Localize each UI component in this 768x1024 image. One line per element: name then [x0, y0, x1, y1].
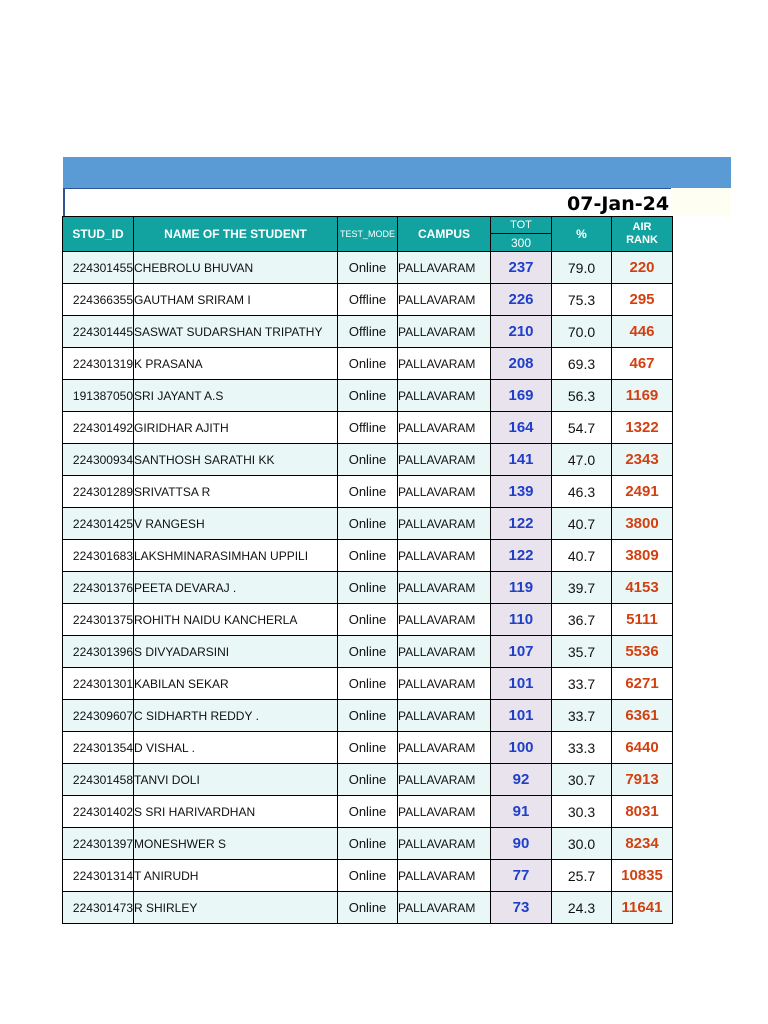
cell-student-name: SRI JAYANT A.S	[134, 380, 338, 412]
cell-air-rank: 295	[612, 284, 673, 316]
cell-test-mode: Online	[338, 444, 398, 476]
table-row	[63, 604, 673, 636]
table-row	[63, 732, 673, 764]
cell-air-rank: 2343	[612, 444, 673, 476]
table-row	[63, 348, 673, 380]
table-row	[63, 636, 673, 668]
cell-air-rank: 1169	[612, 380, 673, 412]
cell-total: 73	[491, 892, 552, 924]
col-header-air-rank	[612, 217, 673, 252]
col-header-tot: TOT	[491, 217, 552, 234]
cell-student-name: S DIVYADARSINI	[134, 636, 338, 668]
cell-stud-id: 224301445	[63, 316, 134, 348]
cell-test-mode: Online	[338, 540, 398, 572]
cell-student-name: D VISHAL .	[134, 732, 338, 764]
cell-air-rank: 8234	[612, 828, 673, 860]
cell-percent: 46.3	[552, 476, 612, 508]
cell-percent: 36.7	[552, 604, 612, 636]
cell-test-mode: Online	[338, 892, 398, 924]
table-row	[63, 476, 673, 508]
cell-test-mode: Online	[338, 828, 398, 860]
cell-campus: PALLAVARAM	[398, 284, 491, 316]
cell-student-name: GIRIDHAR AJITH	[134, 412, 338, 444]
col-header-percent: %	[552, 217, 612, 252]
cell-air-rank: 446	[612, 316, 673, 348]
cell-student-name: GAUTHAM SRIRAM I	[134, 284, 338, 316]
cell-campus: PALLAVARAM	[398, 668, 491, 700]
cell-stud-id: 224301402	[63, 796, 134, 828]
cell-air-rank: 10835	[612, 860, 673, 892]
table-row	[63, 700, 673, 732]
cell-student-name: SASWAT SUDARSHAN TRIPATHY	[134, 316, 338, 348]
cell-air-rank: 8031	[612, 796, 673, 828]
cell-campus: PALLAVARAM	[398, 476, 491, 508]
cell-test-mode: Online	[338, 860, 398, 892]
cell-total: 164	[491, 412, 552, 444]
cell-total: 101	[491, 668, 552, 700]
cell-stud-id: 224301458	[63, 764, 134, 796]
cell-campus: PALLAVARAM	[398, 380, 491, 412]
cell-percent: 30.0	[552, 828, 612, 860]
col-header-test-mode: TEST_MODE	[338, 217, 398, 252]
cell-percent: 39.7	[552, 572, 612, 604]
cell-total: 226	[491, 284, 552, 316]
cell-test-mode: Online	[338, 476, 398, 508]
cell-test-mode: Online	[338, 604, 398, 636]
cell-student-name: C SIDHARTH REDDY .	[134, 700, 338, 732]
table-row	[63, 668, 673, 700]
cell-student-name: R SHIRLEY	[134, 892, 338, 924]
cell-total: 107	[491, 636, 552, 668]
col-header-name: NAME OF THE STUDENT	[134, 217, 338, 252]
cell-stud-id: 224301376	[63, 572, 134, 604]
results-table	[62, 216, 673, 924]
cell-air-rank: 220	[612, 252, 673, 284]
cell-stud-id: 224300934	[63, 444, 134, 476]
cell-percent: 70.0	[552, 316, 612, 348]
table-header	[63, 217, 673, 252]
cell-total: 92	[491, 764, 552, 796]
cell-percent: 33.3	[552, 732, 612, 764]
cell-percent: 33.7	[552, 700, 612, 732]
cell-campus: PALLAVARAM	[398, 636, 491, 668]
cell-stud-id: 224301314	[63, 860, 134, 892]
cell-stud-id: 224301301	[63, 668, 134, 700]
cell-campus: PALLAVARAM	[398, 252, 491, 284]
cell-total: 122	[491, 508, 552, 540]
cell-air-rank: 3809	[612, 540, 673, 572]
cell-campus: PALLAVARAM	[398, 316, 491, 348]
cell-campus: PALLAVARAM	[398, 540, 491, 572]
col-header-air-rank-line1: AIR	[632, 221, 652, 233]
cell-campus: PALLAVARAM	[398, 348, 491, 380]
cell-stud-id: 224301425	[63, 508, 134, 540]
cell-stud-id: 224309607	[63, 700, 134, 732]
cell-total: 119	[491, 572, 552, 604]
cell-campus: PALLAVARAM	[398, 508, 491, 540]
table-row	[63, 508, 673, 540]
cell-air-rank: 467	[612, 348, 673, 380]
cell-stud-id: 224301289	[63, 476, 134, 508]
cell-campus: PALLAVARAM	[398, 572, 491, 604]
cell-campus: PALLAVARAM	[398, 412, 491, 444]
cell-test-mode: Online	[338, 252, 398, 284]
cell-student-name: T ANIRUDH	[134, 860, 338, 892]
cell-percent: 40.7	[552, 540, 612, 572]
table-row	[63, 572, 673, 604]
cell-test-mode: Online	[338, 732, 398, 764]
cell-student-name: MONESHWER S	[134, 828, 338, 860]
cell-total: 139	[491, 476, 552, 508]
cell-test-mode: Online	[338, 796, 398, 828]
table-row	[63, 284, 673, 316]
cell-stud-id: 224301319	[63, 348, 134, 380]
cell-campus: PALLAVARAM	[398, 828, 491, 860]
cell-percent: 24.3	[552, 892, 612, 924]
cell-stud-id: 224366355	[63, 284, 134, 316]
table-row	[63, 380, 673, 412]
cell-campus: PALLAVARAM	[398, 892, 491, 924]
cell-air-rank: 1322	[612, 412, 673, 444]
cell-total: 101	[491, 700, 552, 732]
cell-air-rank: 6440	[612, 732, 673, 764]
cell-campus: PALLAVARAM	[398, 604, 491, 636]
cell-air-rank: 2491	[612, 476, 673, 508]
cell-campus: PALLAVARAM	[398, 732, 491, 764]
date-cell-background	[671, 188, 731, 216]
cell-student-name: SRIVATTSA R	[134, 476, 338, 508]
cell-percent: 47.0	[552, 444, 612, 476]
cell-campus: PALLAVARAM	[398, 444, 491, 476]
cell-stud-id: 224301375	[63, 604, 134, 636]
cell-percent: 40.7	[552, 508, 612, 540]
cell-stud-id: 224301683	[63, 540, 134, 572]
cell-total: 210	[491, 316, 552, 348]
cell-student-name: PEETA DEVARAJ .	[134, 572, 338, 604]
cell-stud-id: 224301473	[63, 892, 134, 924]
col-header-campus: CAMPUS	[398, 217, 491, 252]
cell-student-name: LAKSHMINARASIMHAN UPPILI	[134, 540, 338, 572]
cell-test-mode: Online	[338, 572, 398, 604]
cell-campus: PALLAVARAM	[398, 796, 491, 828]
cell-test-mode: Online	[338, 700, 398, 732]
table-row	[63, 892, 673, 924]
cell-test-mode: Online	[338, 668, 398, 700]
cell-percent: 69.3	[552, 348, 612, 380]
cell-percent: 33.7	[552, 668, 612, 700]
cell-percent: 56.3	[552, 380, 612, 412]
table-row	[63, 412, 673, 444]
cell-air-rank: 3800	[612, 508, 673, 540]
table-row	[63, 796, 673, 828]
col-header-stud-id: STUD_ID	[63, 217, 134, 252]
cell-percent: 54.7	[552, 412, 612, 444]
cell-total: 237	[491, 252, 552, 284]
cell-total: 110	[491, 604, 552, 636]
cell-campus: PALLAVARAM	[398, 764, 491, 796]
table-row	[63, 764, 673, 796]
cell-stud-id: 224301397	[63, 828, 134, 860]
cell-test-mode: Offline	[338, 412, 398, 444]
cell-test-mode: Online	[338, 636, 398, 668]
cell-air-rank: 7913	[612, 764, 673, 796]
table-row	[63, 316, 673, 348]
report-date: 07-Jan-24	[567, 193, 670, 215]
cell-air-rank: 6271	[612, 668, 673, 700]
cell-test-mode: Offline	[338, 284, 398, 316]
cell-total: 141	[491, 444, 552, 476]
cell-percent: 30.7	[552, 764, 612, 796]
cell-total: 91	[491, 796, 552, 828]
cell-air-rank: 5536	[612, 636, 673, 668]
cell-campus: PALLAVARAM	[398, 700, 491, 732]
cell-total: 169	[491, 380, 552, 412]
cell-test-mode: Online	[338, 380, 398, 412]
cell-test-mode: Online	[338, 348, 398, 380]
cell-air-rank: 5111	[612, 604, 673, 636]
cell-percent: 75.3	[552, 284, 612, 316]
cell-stud-id: 191387050	[63, 380, 134, 412]
cell-stud-id: 224301455	[63, 252, 134, 284]
cell-student-name: ROHITH NAIDU KANCHERLA	[134, 604, 338, 636]
table-row	[63, 252, 673, 284]
cell-percent: 35.7	[552, 636, 612, 668]
cell-total: 77	[491, 860, 552, 892]
cell-percent: 30.3	[552, 796, 612, 828]
col-header-tot-max: 300	[491, 234, 552, 252]
cell-air-rank: 11641	[612, 892, 673, 924]
cell-campus: PALLAVARAM	[398, 860, 491, 892]
cell-test-mode: Online	[338, 764, 398, 796]
table-body	[63, 252, 673, 924]
cell-student-name: S SRI HARIVARDHAN	[134, 796, 338, 828]
table-row	[63, 860, 673, 892]
cell-total: 90	[491, 828, 552, 860]
cell-student-name: K PRASANA	[134, 348, 338, 380]
cell-student-name: SANTHOSH SARATHI KK	[134, 444, 338, 476]
cell-percent: 25.7	[552, 860, 612, 892]
cell-test-mode: Offline	[338, 316, 398, 348]
table-row	[63, 540, 673, 572]
table-row	[63, 444, 673, 476]
cell-air-rank: 6361	[612, 700, 673, 732]
col-header-air-rank-line2: RANK	[626, 234, 658, 246]
cell-total: 208	[491, 348, 552, 380]
cell-stud-id: 224301354	[63, 732, 134, 764]
cell-percent: 79.0	[552, 252, 612, 284]
cell-student-name: V RANGESH	[134, 508, 338, 540]
cell-student-name: CHEBROLU BHUVAN	[134, 252, 338, 284]
header-banner	[63, 157, 731, 188]
cell-air-rank: 4153	[612, 572, 673, 604]
cell-total: 100	[491, 732, 552, 764]
cell-student-name: TANVI DOLI	[134, 764, 338, 796]
table-row	[63, 828, 673, 860]
cell-stud-id: 224301492	[63, 412, 134, 444]
cell-stud-id: 224301396	[63, 636, 134, 668]
cell-total: 122	[491, 540, 552, 572]
cell-test-mode: Online	[338, 508, 398, 540]
cell-student-name: KABILAN SEKAR	[134, 668, 338, 700]
